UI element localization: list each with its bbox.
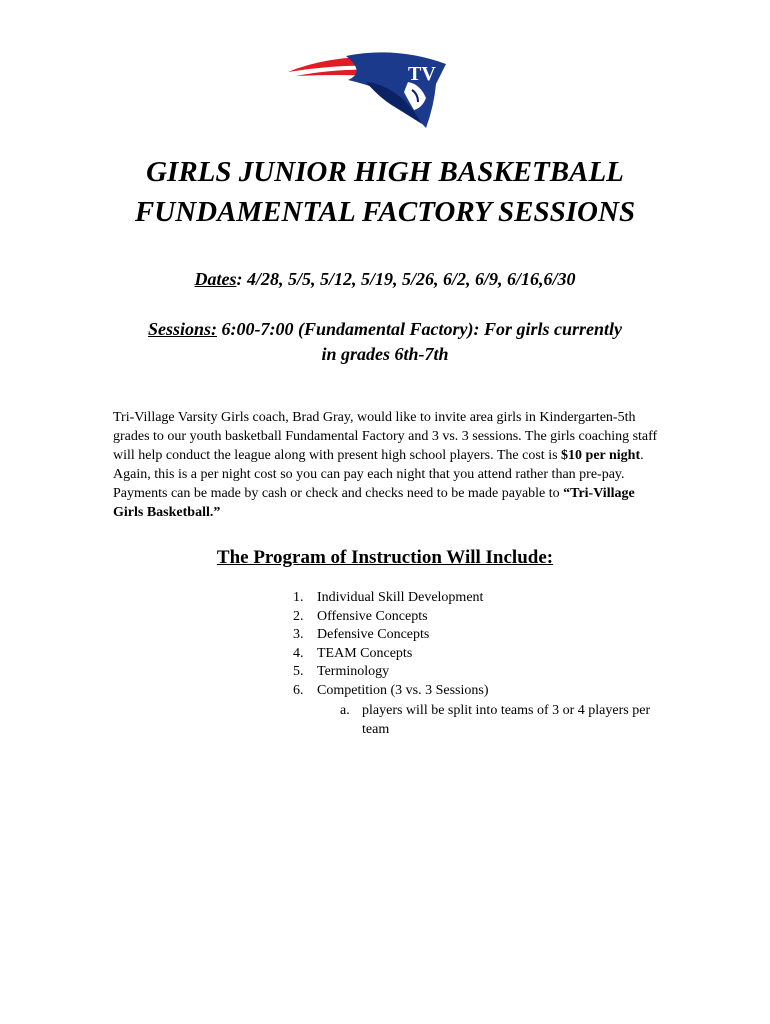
list-item xyxy=(293,645,489,664)
dates-label: Dates xyxy=(194,269,237,289)
list-item-number: 4. xyxy=(293,645,304,661)
sub-list-text: players will be split into teams of 3 or 4 players per team xyxy=(362,703,651,737)
list-item-number: 3. xyxy=(293,627,304,643)
description-paragraph xyxy=(113,408,658,522)
sessions-label: Sessions: xyxy=(147,319,217,339)
list-item xyxy=(293,589,489,608)
title-line-1: GIRLS JUNIOR HIGH BASKETBALL xyxy=(146,156,624,188)
sessions-value-line-2: in grades 6th-7th xyxy=(321,344,449,364)
list-item-text: Terminology xyxy=(317,664,390,680)
list-item-text: Competition (3 vs. 3 Sessions) xyxy=(317,682,489,698)
cost-text: $10 per night xyxy=(561,448,641,463)
list-item xyxy=(293,663,489,682)
list-item-number: 1. xyxy=(293,590,304,605)
page-title xyxy=(0,152,770,232)
list-item-number: 6. xyxy=(293,682,304,698)
list-item xyxy=(293,626,489,645)
description-part-2: . Again, this is a per night cost so you can pay each night that you attend rather than pre-pay. Payments can be made by cash or check and checks need to be made payable to xyxy=(113,448,644,501)
sessions-block xyxy=(0,317,770,367)
list-item-number: 2. xyxy=(293,608,304,624)
sub-list-letter: a. xyxy=(340,703,350,718)
program-heading: The Program of Instruction Will Include: xyxy=(216,547,554,568)
program-list xyxy=(293,589,489,701)
sessions-value-line-1: 6:00-7:00 (Fundamental Factory): For girls currently xyxy=(217,319,623,339)
list-item-number: 5. xyxy=(293,664,304,680)
list-item xyxy=(293,682,489,701)
dates-line xyxy=(0,267,770,291)
list-item-text: Offensive Concepts xyxy=(317,608,428,624)
list-item-text: TEAM Concepts xyxy=(317,645,413,661)
dates-value: : 4/28, 5/5, 5/12, 5/19, 5/26, 6/2, 6/9, 6/16,6/30 xyxy=(236,269,576,289)
list-item-text: Defensive Concepts xyxy=(317,627,430,643)
logo-text: TV xyxy=(408,63,436,85)
description-part-1: Tri-Village Varsity Girls coach, Brad Gray, would like to invite area girls in Kindergarten-5th grades to our youth basketball Fundamental Factory and 3 vs. 3 sessions. The girls coaching staff will help conduct the league along with present high school players. The cost is xyxy=(113,410,658,463)
title-line-2: FUNDAMENTAL FACTORY SESSIONS xyxy=(134,196,636,228)
list-item-text: Individual Skill Development xyxy=(317,590,484,605)
list-item xyxy=(293,608,489,627)
tri-village-patriot-logo-icon xyxy=(286,44,448,128)
payee-text: “Tri-Village Girls Basketball.” xyxy=(113,486,635,520)
